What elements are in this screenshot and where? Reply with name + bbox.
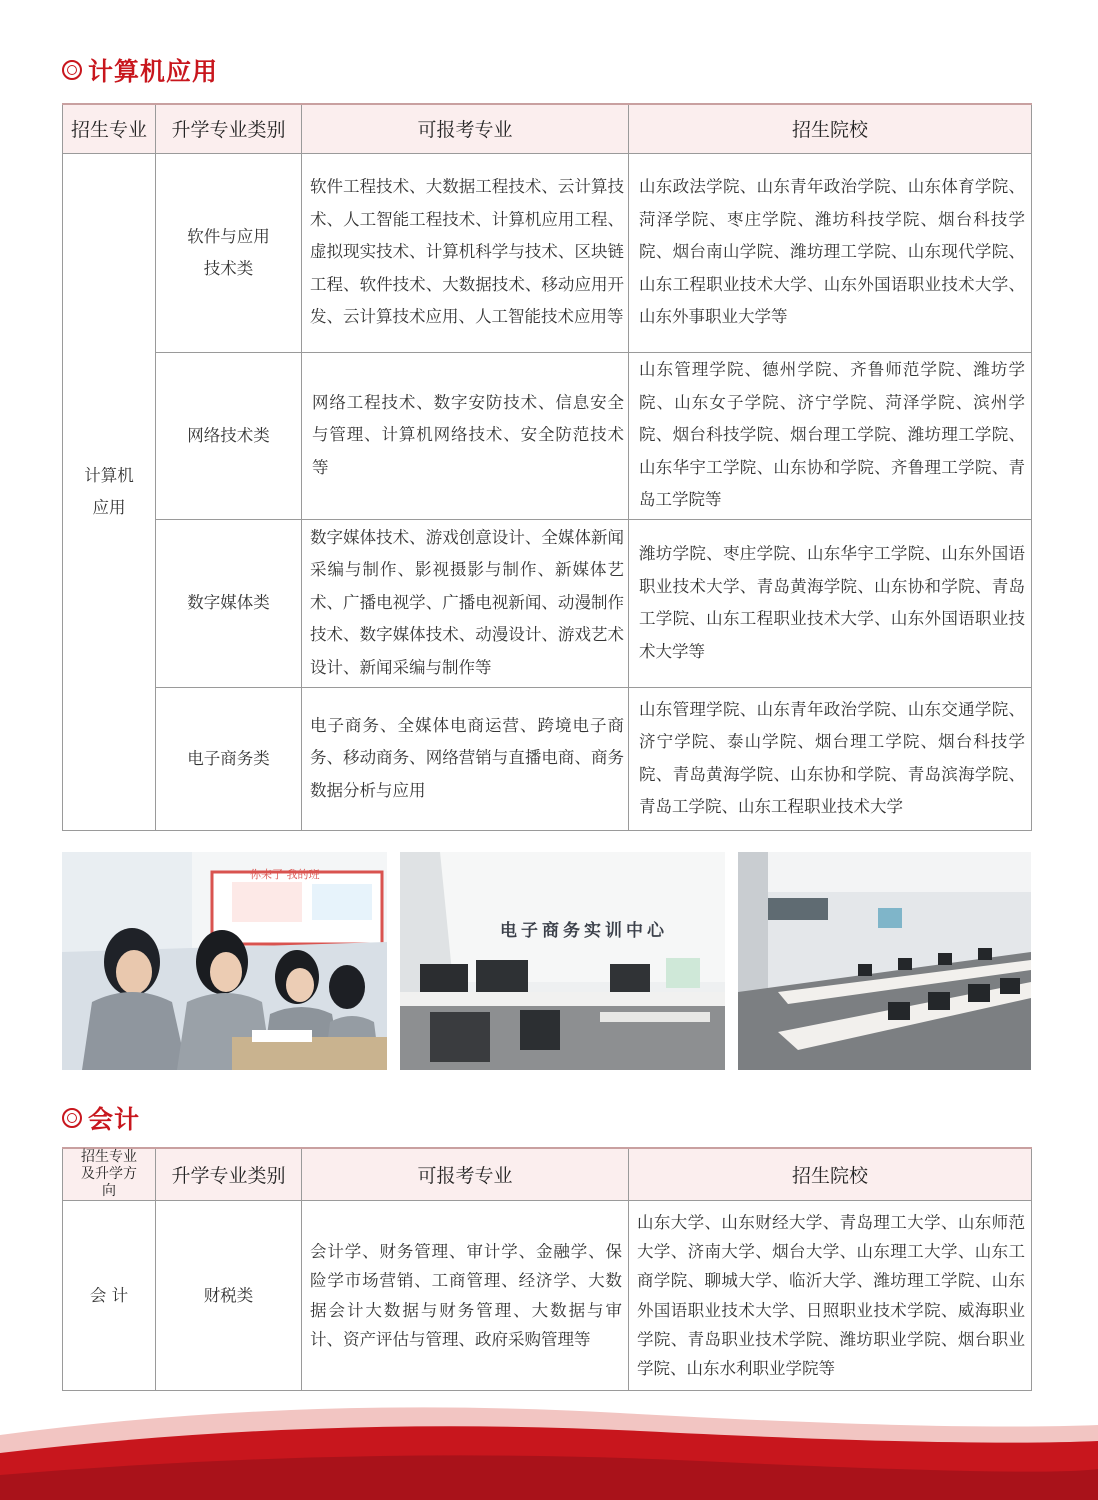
photo-strip — [62, 852, 1031, 1070]
computer-lab-illustration — [738, 852, 1031, 1070]
footer-wave-decoration — [0, 1395, 1098, 1500]
majors-cell: 网络工程技术、数字安防技术、信息安全与管理、计算机网络技术、安全防范技术等 — [302, 352, 629, 519]
header-schools: 招生院校 — [629, 104, 1032, 153]
table-row — [63, 1201, 1032, 1391]
header-majors: 可报考专业 — [302, 104, 629, 153]
schools-cell: 山东管理学院、山东青年政治学院、山东交通学院、济宁学院、泰山学院、烟台理工学院、烟台科技学院、青岛黄海学院、山东协和学院、青岛滨海学院、青岛工学院、山东工程职业技术大学 — [629, 687, 1032, 830]
section-title-text: 计算机应用 — [88, 57, 219, 86]
training-center-illustration — [400, 852, 725, 1070]
computer-table — [62, 103, 1032, 831]
program-cell: 计算机应用 — [63, 153, 156, 830]
circle-bullet-icon — [62, 60, 82, 80]
category-cell: 网络技术类 — [156, 352, 302, 519]
header-category: 升学专业类别 — [156, 104, 302, 153]
header-category: 升学专业类别 — [156, 1148, 302, 1201]
training-center-photo — [400, 852, 725, 1070]
schools-cell: 山东政法学院、山东青年政治学院、山东体育学院、菏泽学院、枣庄学院、潍坊科技学院、烟台科技学院、烟台南山学院、潍坊理工学院、山东现代学院、山东工程职业技术大学、山东外国语职业技术大学、山东外事职业大学等 — [629, 153, 1032, 352]
category-cell: 财税类 — [156, 1201, 302, 1391]
schools-cell: 山东管理学院、德州学院、齐鲁师范学院、潍坊学院、山东女子学院、济宁学院、菏泽学院、滨州学院、烟台科技学院、烟台理工学院、潍坊理工学院、山东华宇工学院、山东协和学院、齐鲁理工学院、青岛工学院等 — [629, 352, 1032, 519]
majors-cell: 电子商务、全媒体电商运营、跨境电子商务、移动商务、网络营销与直播电商、商务数据分析与应用 — [302, 687, 629, 830]
table-row — [63, 153, 1032, 352]
table-row — [63, 519, 1032, 687]
program-cell: 会 计 — [63, 1201, 156, 1391]
table-row — [63, 352, 1032, 519]
majors-cell: 会计学、财务管理、审计学、金融学、保险学市场营销、工商管理、经济学、大数据会计大数据与财务管理、大数据与审计、资产评估与管理、政府采购管理等 — [302, 1201, 629, 1391]
accounting-table — [62, 1147, 1032, 1391]
schools-cell: 潍坊学院、枣庄学院、山东华宇工学院、山东外国语职业技术大学、青岛黄海学院、山东协和学院、青岛工学院、山东工程职业技术大学、山东外国语职业技术大学等 — [629, 519, 1032, 687]
section-title-computer — [62, 52, 218, 88]
category-cell: 电子商务类 — [156, 687, 302, 830]
category-cell: 数字媒体类 — [156, 519, 302, 687]
computer-lab-photo — [738, 852, 1031, 1070]
header-schools: 招生院校 — [629, 1148, 1032, 1201]
table-header-row — [63, 104, 1032, 153]
classroom-photo — [62, 852, 387, 1070]
section-title-accounting — [62, 1100, 140, 1136]
header-program: 招生专业及升学方向 — [63, 1148, 156, 1201]
majors-cell: 软件工程技术、大数据工程技术、云计算技术、人工智能工程技术、计算机应用工程、虚拟现实技术、计算机科学与技术、区块链工程、软件技术、大数据技术、移动应用开发、云计算技术应用、人工智能技术应用等 — [302, 153, 629, 352]
circle-bullet-icon — [62, 1108, 82, 1128]
table-header-row — [63, 1148, 1032, 1201]
classroom-illustration — [62, 852, 387, 1070]
category-cell: 软件与应用技术类 — [156, 153, 302, 352]
section-title-text: 会计 — [88, 1105, 141, 1134]
header-majors: 可报考专业 — [302, 1148, 629, 1201]
schools-cell: 山东大学、山东财经大学、青岛理工大学、山东师范大学、济南大学、烟台大学、山东理工大学、山东工商学院、聊城大学、临沂大学、潍坊理工学院、山东外国语职业技术大学、日照职业技术学院、威海职业学院、青岛职业技术学院、潍坊职业学院、烟台职业学院、山东水利职业学院等 — [629, 1201, 1032, 1391]
table-row — [63, 687, 1032, 830]
training-center-sign: 电子商务实训中心 — [500, 921, 668, 941]
majors-cell: 数字媒体技术、游戏创意设计、全媒体新闻采编与制作、影视摄影与制作、新媒体艺术、广播电视学、广播电视新闻、动漫制作技术、数字媒体技术、动漫设计、游戏艺术设计、新闻采编与制作等 — [302, 519, 629, 687]
header-program: 招生专业 — [63, 104, 156, 153]
classroom-board-text: 你来了 我的班 — [250, 868, 320, 881]
